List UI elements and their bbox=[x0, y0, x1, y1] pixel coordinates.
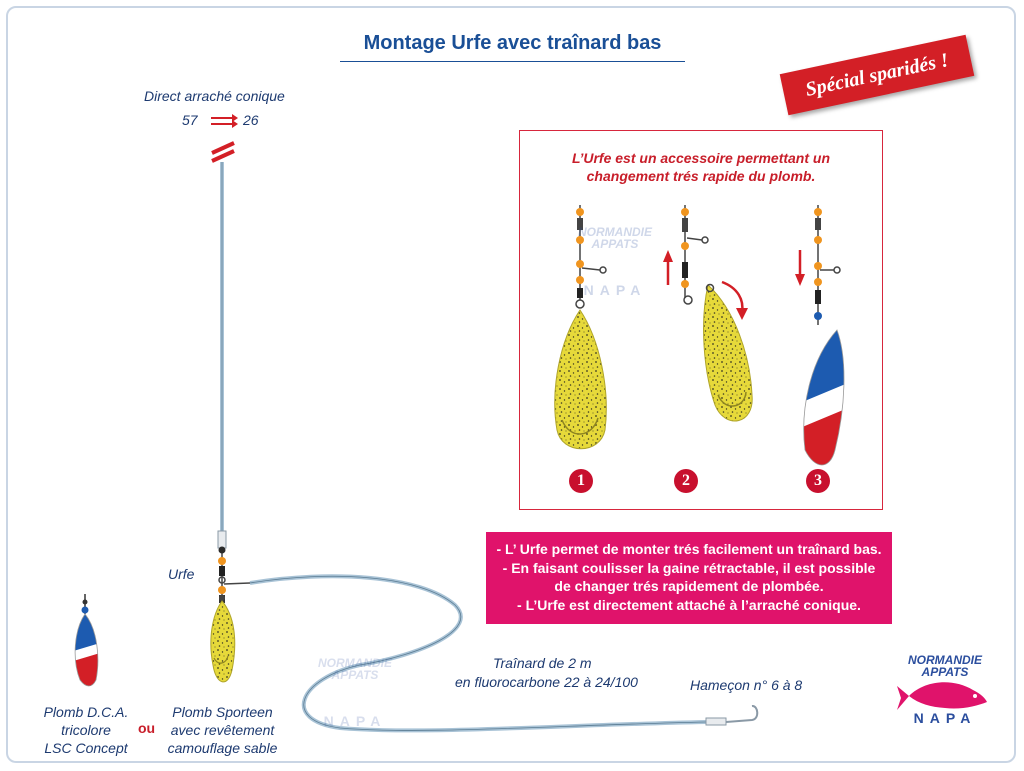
benefit-line-2: - En faisant coulisser la gaine rétractable, il est possible bbox=[502, 559, 876, 576]
trainard-label-line1: Traînard de 2 m bbox=[493, 655, 592, 671]
dca-label-line3: LSC Concept bbox=[44, 740, 128, 756]
step-number-1: 1 bbox=[569, 469, 593, 493]
benefit-line-1: - L’ Urfe permet de monter trés facilement un traînard bas. bbox=[496, 541, 882, 557]
sleeve-icon bbox=[218, 531, 226, 548]
hook-icon bbox=[726, 706, 757, 722]
dca-lead-icon bbox=[60, 594, 110, 700]
line-end-marks-icon bbox=[212, 143, 234, 161]
hook-label: Hameçon n° 6 à 8 bbox=[690, 677, 803, 693]
dca-label-line1: Plomb D.C.A. bbox=[43, 704, 129, 720]
logo-line1: NORMANDIE bbox=[908, 653, 982, 667]
step-number-3: 3 bbox=[806, 469, 830, 493]
bead-icon bbox=[219, 547, 226, 554]
benefit-line-3: de changer trés rapidement de plombée. bbox=[554, 578, 824, 594]
step-3-illustration bbox=[795, 205, 855, 480]
normandie-appats-logo bbox=[895, 650, 995, 730]
diameter-from: 57 bbox=[182, 112, 198, 128]
dca-label-line2: tricolore bbox=[61, 722, 111, 738]
watermark-logo-line2: APPATS bbox=[591, 237, 639, 251]
down-arrow-icon bbox=[795, 250, 805, 286]
urfe-label: Urfe bbox=[168, 566, 195, 582]
watermark-logo-line1: NORMANDIE bbox=[578, 225, 652, 239]
urfe-info-line1: L’Urfe est un accessoire permettant un bbox=[571, 150, 831, 166]
page-title: Montage Urfe avec traînard bas bbox=[363, 32, 662, 54]
watermark-logo-line2: APPATS bbox=[331, 668, 379, 682]
bead-icon bbox=[218, 557, 226, 565]
trainard-label-line2: en fluorocarbone 22 à 24/100 bbox=[455, 674, 638, 690]
step-number-2: 2 bbox=[674, 469, 698, 493]
watermark-logo-line3: NAPA bbox=[583, 282, 647, 298]
logo-line3: NAPA bbox=[913, 710, 977, 726]
diameter-to: 26 bbox=[243, 112, 259, 128]
logo-line2: APPATS bbox=[921, 665, 969, 679]
special-stamp: Spécial sparidés ! bbox=[780, 35, 975, 116]
step-2-illustration bbox=[663, 205, 752, 421]
direct-label: Direct arraché conique bbox=[144, 88, 285, 104]
taper-arrow-icon bbox=[211, 114, 238, 128]
urfe-info-line2: changement trés rapide du plomb. bbox=[586, 168, 816, 184]
sporteen-label-line2: avec revêtement bbox=[170, 722, 275, 738]
watermark-logo bbox=[560, 218, 670, 308]
watermark-logo-line1: NORMANDIE bbox=[318, 656, 392, 670]
watermark-logo-line3: NAPA bbox=[323, 713, 387, 729]
sporteen-lead-icon bbox=[211, 595, 235, 682]
watermark-logo bbox=[300, 653, 410, 743]
sporteen-label-line3: camouflage sable bbox=[167, 740, 278, 756]
benefit-line-4: - L’Urfe est directement attaché à l’arraché conique. bbox=[517, 596, 861, 613]
or-label: ou bbox=[138, 720, 156, 736]
sporteen-label-line1: Plomb Sporteen bbox=[172, 704, 273, 720]
